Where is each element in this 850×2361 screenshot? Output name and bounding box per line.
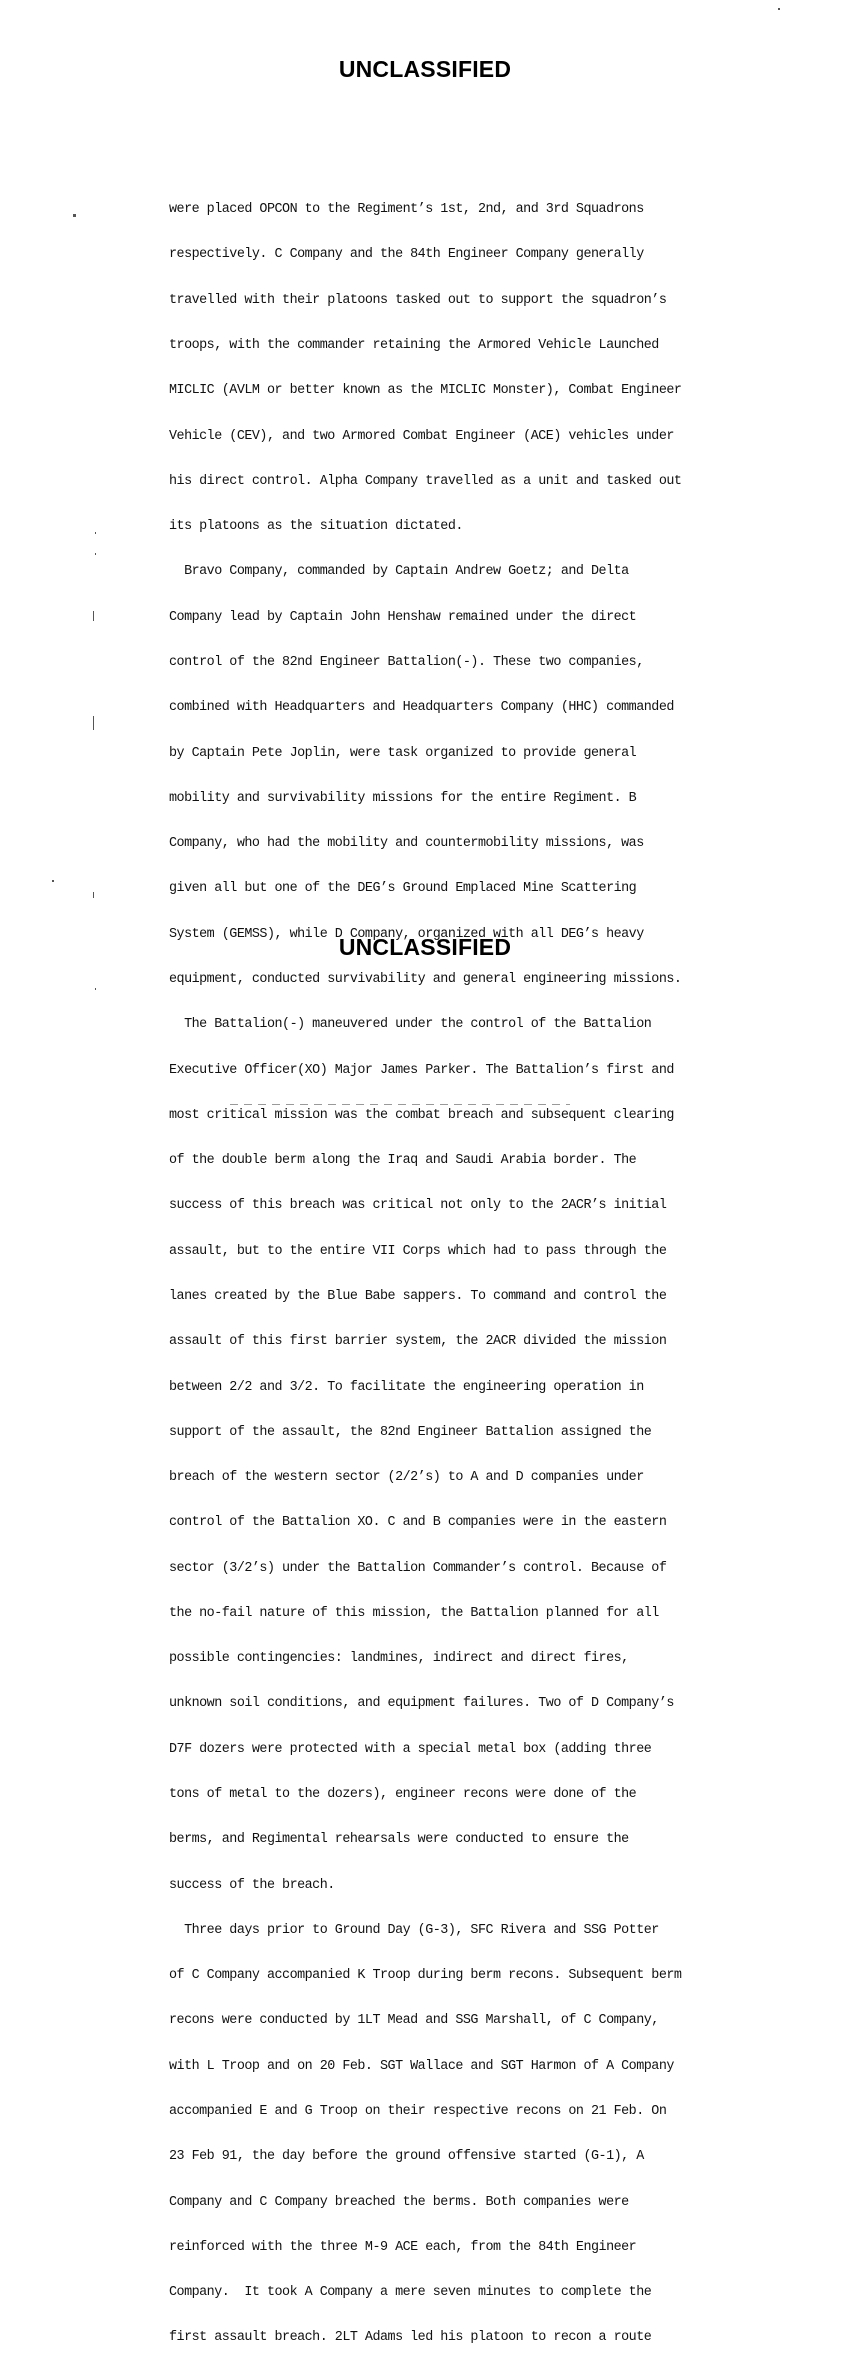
text-line: tons of metal to the dozers), engineer recons were done of the (169, 1787, 637, 1803)
text-line: his direct control. Alpha Company travelled as a unit and tasked out (169, 473, 682, 489)
text-line: combined with Headquarters and Headquarters Company (HHC) commanded (169, 700, 674, 716)
text-line: Executive Officer(XO) Major James Parker. The Battalion’s first and (169, 1062, 674, 1078)
text-line: of C Company accompanied K Troop during berm recons. Subsequent berm (169, 1968, 682, 1984)
text-line: the no-fail nature of this mission, the Battalion planned for all (169, 1605, 659, 1621)
scan-artifact (95, 988, 96, 990)
scan-artifact (778, 8, 780, 10)
text-line: System (GEMSS), while D Company, organized with all DEG’s heavy (169, 926, 644, 942)
scan-artifact (93, 611, 94, 621)
text-line: sector (3/2’s) under the Battalion Commander’s control. Because of (169, 1560, 667, 1576)
text-line: Company and C Company breached the berms. Both companies were (169, 2194, 629, 2210)
scan-artifact (73, 214, 76, 217)
text-line: success of the breach. (169, 1877, 335, 1893)
classification-footer: UNCLASSIFIED (338, 934, 512, 960)
text-line: with L Troop and on 20 Feb. SGT Wallace and SGT Harmon of A Company (169, 2058, 674, 2074)
text-line: berms, and Regimental rehearsals were conducted to ensure the (169, 1832, 629, 1848)
text-line: reinforced with the three M-9 ACE each, from the 84th Engineer (169, 2239, 637, 2255)
text-line: assault, but to the entire VII Corps which had to pass through the (169, 1243, 667, 1259)
scan-artifact (95, 532, 96, 534)
scan-artifact (95, 553, 96, 555)
text-line: Bravo Company, commanded by Captain Andrew Goetz; and Delta (169, 564, 629, 580)
text-line: 23 Feb 91, the day before the ground offensive started (G-1), A (169, 2149, 644, 2165)
scan-artifact (52, 880, 54, 882)
text-line: Company, who had the mobility and countermobility missions, was (169, 836, 644, 852)
text-line: between 2/2 and 3/2. To facilitate the engineering operation in (169, 1379, 644, 1395)
text-line: control of the Battalion XO. C and B companies were in the eastern (169, 1515, 667, 1531)
text-line: possible contingencies: landmines, indirect and direct fires, (169, 1651, 629, 1667)
text-line: lanes created by the Blue Babe sappers. To command and control the (169, 1288, 667, 1304)
text-line: unknown soil conditions, and equipment failures. Two of D Company’s (169, 1696, 674, 1712)
text-line: Company. It took A Company a mere seven minutes to complete the (169, 2285, 652, 2301)
scan-artifact (93, 892, 94, 898)
text-line: recons were conducted by 1LT Mead and SSG Marshall, of C Company, (169, 2013, 659, 2029)
text-line: respectively. C Company and the 84th Engineer Company generally (169, 247, 644, 263)
text-line: were placed OPCON to the Regiment’s 1st, 2nd, and 3rd Squadrons (169, 202, 644, 218)
text-line: its platoons as the situation dictated. (169, 519, 463, 535)
text-line: most critical mission was the combat breach and subsequent clearing (169, 1107, 674, 1123)
text-line: Vehicle (CEV), and two Armored Combat Engineer (ACE) vehicles under (169, 428, 674, 444)
text-line: equipment, conducted survivability and general engineering missions. (169, 971, 682, 987)
text-line: breach of the western sector (2/2’s) to A and D companies under (169, 1470, 644, 1486)
text-line: assault of this first barrier system, the 2ACR divided the mission (169, 1334, 667, 1350)
text-line: mobility and survivability missions for the entire Regiment. B (169, 790, 637, 806)
text-line: by Captain Pete Joplin, were task organized to provide general (169, 745, 637, 761)
text-line: troops, with the commander retaining the Armored Vehicle Launched (169, 338, 659, 354)
document-body (169, 172, 809, 2361)
text-line: The Battalion(-) maneuvered under the control of the Battalion (169, 1017, 652, 1033)
classification-header: UNCLASSIFIED (338, 56, 512, 82)
text-line: travelled with their platoons tasked out to support the squadron’s (169, 292, 667, 308)
text-line: MICLIC (AVLM or better known as the MICLIC Monster), Combat Engineer (169, 383, 682, 399)
text-line: given all but one of the DEG’s Ground Emplaced Mine Scattering (169, 881, 637, 897)
text-line: Company lead by Captain John Henshaw remained under the direct (169, 609, 637, 625)
text-line: support of the assault, the 82nd Engineer Battalion assigned the (169, 1424, 652, 1440)
text-line: of the double berm along the Iraq and Saudi Arabia border. The (169, 1153, 637, 1169)
scan-artifact (93, 716, 94, 730)
text-line: first assault breach. 2LT Adams led his platoon to recon a route (169, 2330, 652, 2346)
text-line: Three days prior to Ground Day (G-3), SFC Rivera and SSG Potter (169, 1922, 659, 1938)
text-line: D7F dozers were protected with a special metal box (adding three (169, 1741, 652, 1757)
scan-artifact-line (230, 1104, 570, 1105)
text-line: success of this breach was critical not only to the 2ACR’s initial (169, 1198, 667, 1214)
text-line: control of the 82nd Engineer Battalion(-). These two companies, (169, 655, 644, 670)
text-line: accompanied E and G Troop on their respective recons on 21 Feb. On (169, 2104, 667, 2119)
